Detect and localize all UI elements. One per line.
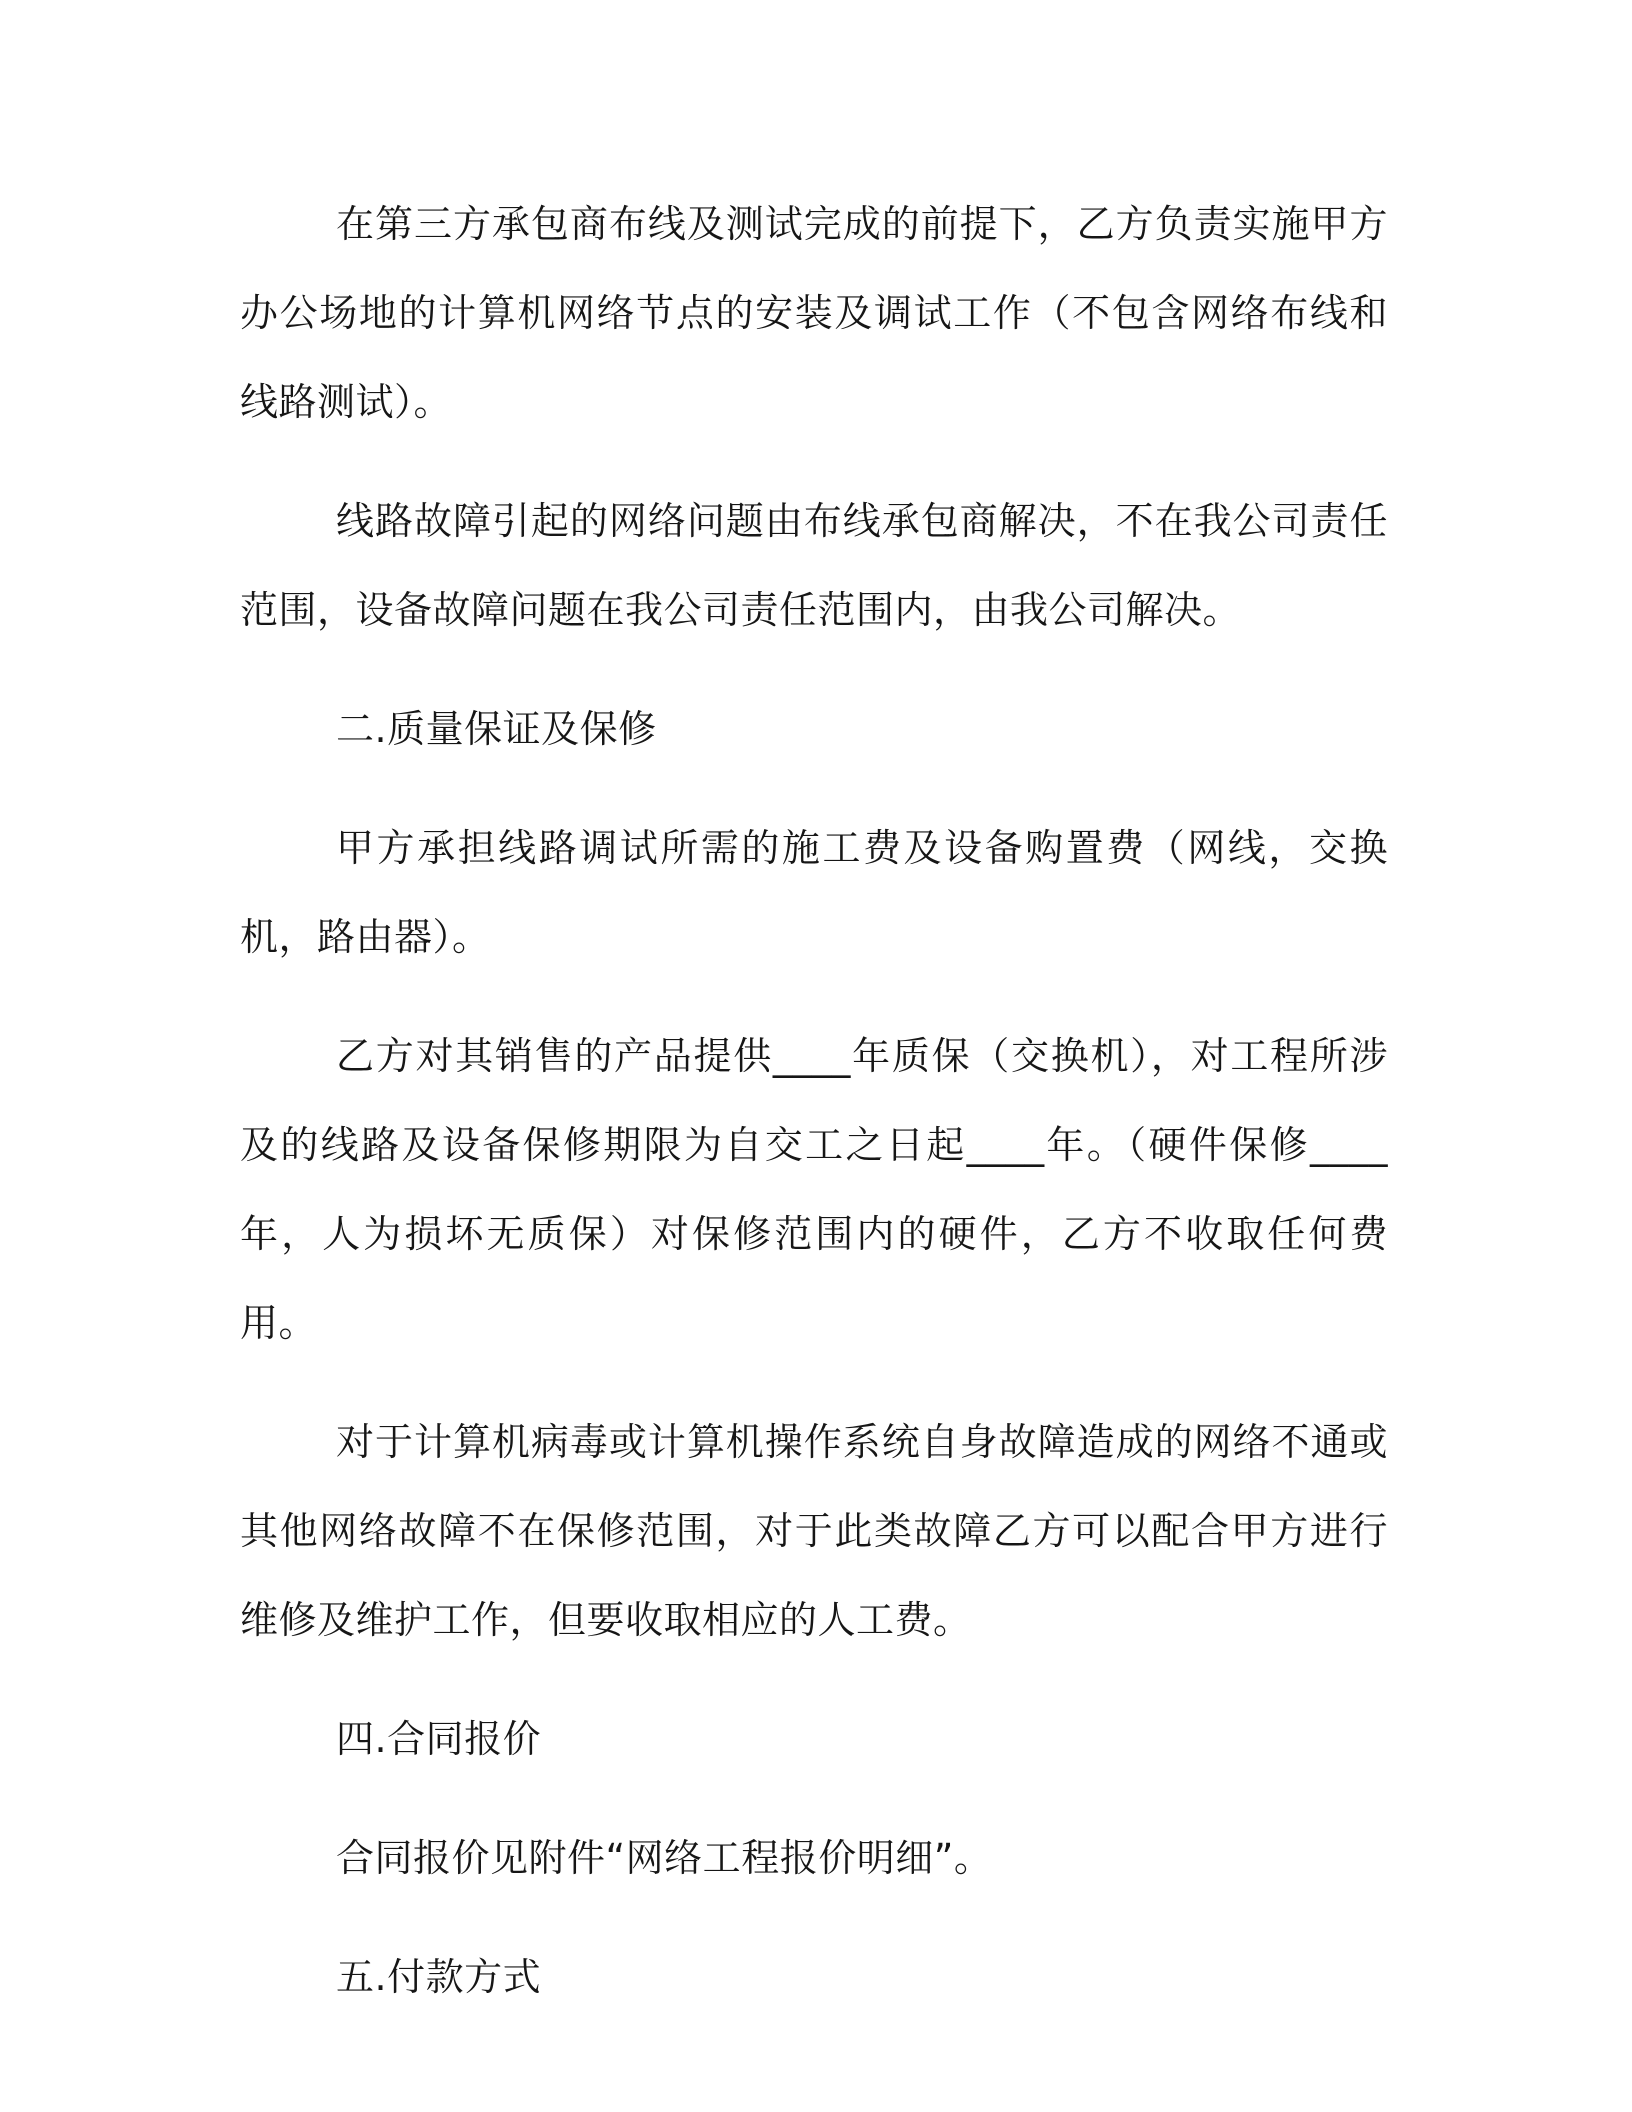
section-heading-payment: 五.付款方式: [336, 1955, 542, 1999]
section-heading-quote: 四.合同报价: [336, 1717, 542, 1761]
paragraph-quote-reference: 合同报价见附件“网络工程报价明细”。: [336, 1836, 993, 1880]
document-body: [240, 180, 1388, 2052]
section-heading-warranty: 二.质量保证及保修: [336, 707, 657, 751]
paragraph-exclusions: 对于计算机病毒或计算机操作系统自身故障造成的网络不通或其他网络故障不在保修范围，对于此类故障乙方可以配合甲方进行维修及维护工作，但要收取相应的人工费。: [240, 1420, 1388, 1642]
paragraph-fault-responsibility: 线路故障引起的网络问题由布线承包商解决，不在我公司责任范围，设备故障问题在我公司责任范围内，由我公司解决。: [240, 499, 1388, 632]
paragraph-costs: 甲方承担线路调试所需的施工费及设备购置费（网线，交换机，路由器）。: [240, 826, 1388, 959]
paragraph-scope: 在第三方承包商布线及测试完成的前提下，乙方负责实施甲方办公场地的计算机网络节点的安装及调试工作（不包含网络布线和线路测试）。: [240, 202, 1388, 424]
paragraph-warranty-terms: 乙方对其销售的产品提供____年质保（交换机），对工程所涉及的线路及设备保修期限为自交工之日起____年。（硬件保修____年，人为损坏无质保）对保修范围内的硬件，乙方不收取任何费用。: [240, 1034, 1388, 1345]
